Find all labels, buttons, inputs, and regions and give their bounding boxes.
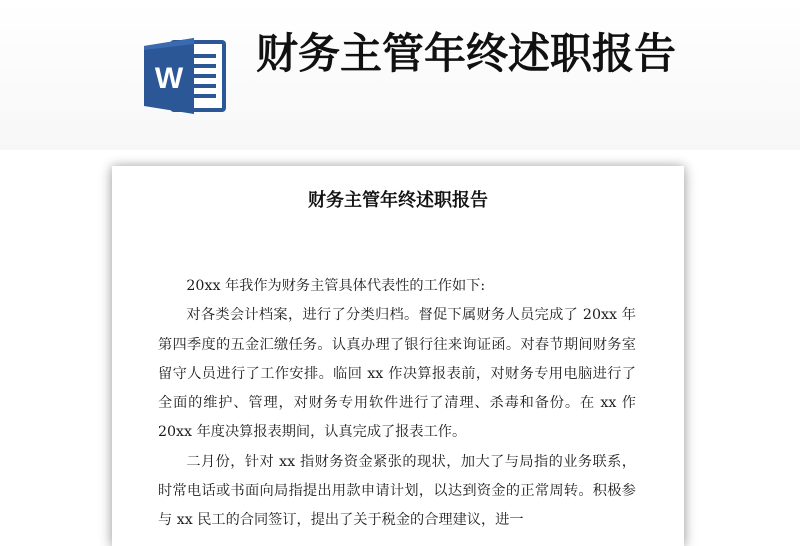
header-banner xyxy=(0,0,800,150)
paragraph: 20xx 年我作为财务主管具体代表性的工作如下: xyxy=(186,278,486,294)
paragraph: 二月份，针对 xx 指财务资金紧张的现状，加大了与局指的业务联系，时常电话或书面向局指提出用款申请计划，以达到资金的正常周转。积极参与 xx 民工的合同签订，提出了关于税金的合理建议，进一 xyxy=(158,453,636,529)
document-title: 财务主管年终述职报告 xyxy=(308,190,488,211)
word-document-icon xyxy=(142,34,230,118)
paragraph: 对各类会计档案，进行了分类归档。督促下属财务人员完成了 20xx 年第四季度的五金汇缴任务。认真办理了银行往来询证函。对春节期间财务室留守人员进行了工作安排。临回 xx 作决算报表前，对财务专用电脑进行了全面的维护、管理，对财务专用软件进行了清理、杀毒和备份。在 xx 作 20xx 年度决算报表期间，认真完成了报表工作。 xyxy=(158,307,636,441)
logo-letter: W xyxy=(154,62,184,95)
document-body xyxy=(158,272,636,536)
header-title: 财务主管年终述职报告 xyxy=(256,29,677,78)
